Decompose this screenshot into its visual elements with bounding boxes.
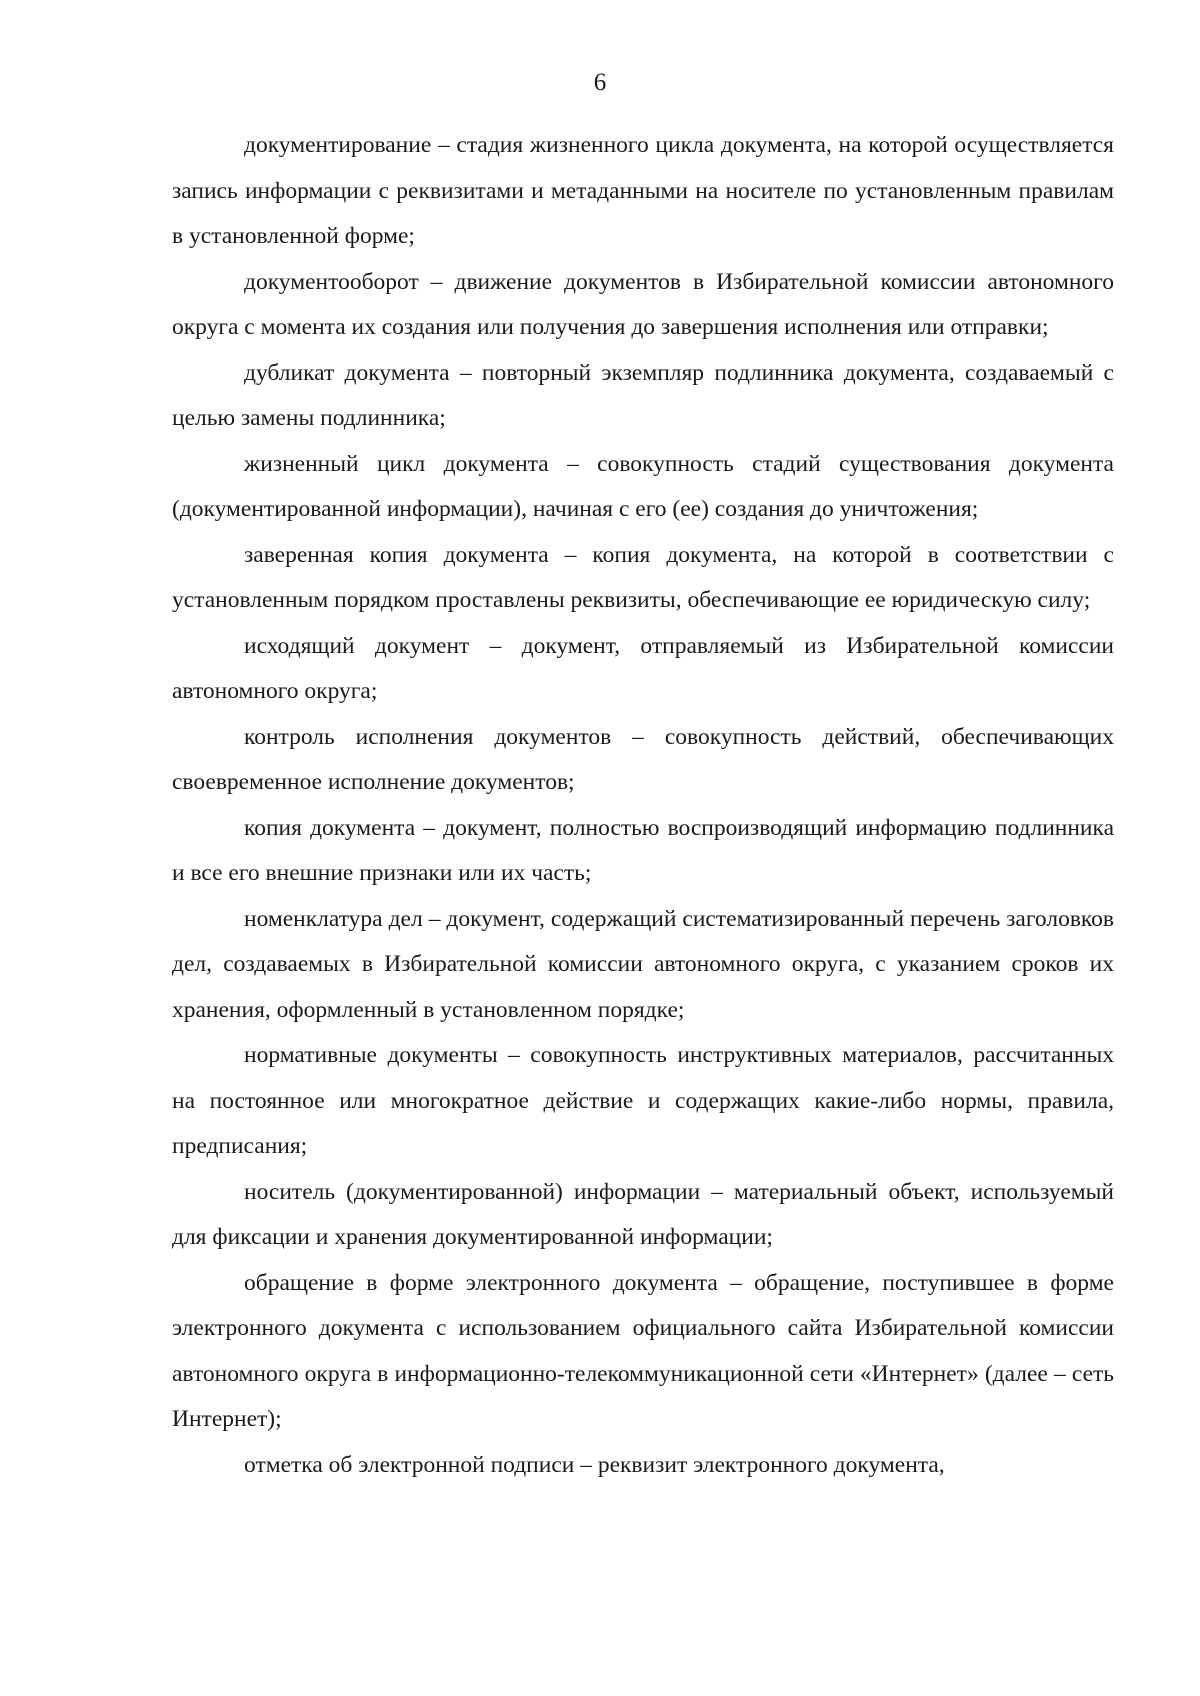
paragraph-life-cycle: жизненный цикл документа – совокупность стадий существования документа (документированной информации), начиная с его (ее) создания до уничтожения; [172, 450, 1114, 522]
paragraph-normative: нормативные документы – совокупность инструктивных материалов, рассчитанных на постоянное или многократное действие и содержащих какие-либо нормы, правила, предписания; [172, 1042, 1114, 1159]
paragraph-outgoing: исходящий документ – документ, отправляемый из Избирательной комиссии автономного округа; [172, 632, 1114, 704]
paragraph-copy: копия документа – документ, полностью воспроизводящий информацию подлинника и все его внешние признаки или их часть; [172, 814, 1114, 886]
document-body [172, 123, 1114, 1488]
page-number: 6 [593, 69, 607, 96]
paragraph-document-flow: документооборот – движение документов в Избирательной комиссии автономного округа с момента их создания или получения до завершения исполнения или отправки; [172, 268, 1114, 340]
paragraph-duplicate: дубликат документа – повторный экземпляр подлинника документа, создаваемый с целью замены подлинника; [172, 359, 1114, 431]
paragraph-electronic-appeal: обращение в форме электронного документа – обращение, поступившее в форме электронного документа с использованием официального сайта Избирательной комиссии автономного округа в информационно-телекоммуникационной сети «Интернет» (далее – сеть Интернет); [172, 1269, 1114, 1432]
paragraph-nomenclature: номенклатура дел – документ, содержащий систематизированный перечень заголовков дел, создаваемых в Избирательной комиссии автономного округа, с указанием сроков их хранения, оформленный в установленном порядке; [172, 905, 1114, 1023]
paragraph-execution-control: контроль исполнения документов – совокупность действий, обеспечивающих своевременное исполнение документов; [172, 723, 1114, 795]
paragraph-certified-copy: заверенная копия документа – копия документа, на которой в соответствии с установленным порядком проставлены реквизиты, обеспечивающие ее юридическую силу; [172, 541, 1114, 613]
paragraph-carrier: носитель (документированной) информации – материальный объект, используемый для фиксации и хранения документированной информации; [172, 1178, 1114, 1250]
paragraph-signature-mark: отметка об электронной подписи – реквизит электронного документа, [244, 1451, 945, 1478]
paragraph-documenting: документирование – стадия жизненного цикла документа, на которой осуществляется запись информации с реквизитами и метаданными на носителе по установленным правилам в установленной форме; [172, 132, 1114, 249]
